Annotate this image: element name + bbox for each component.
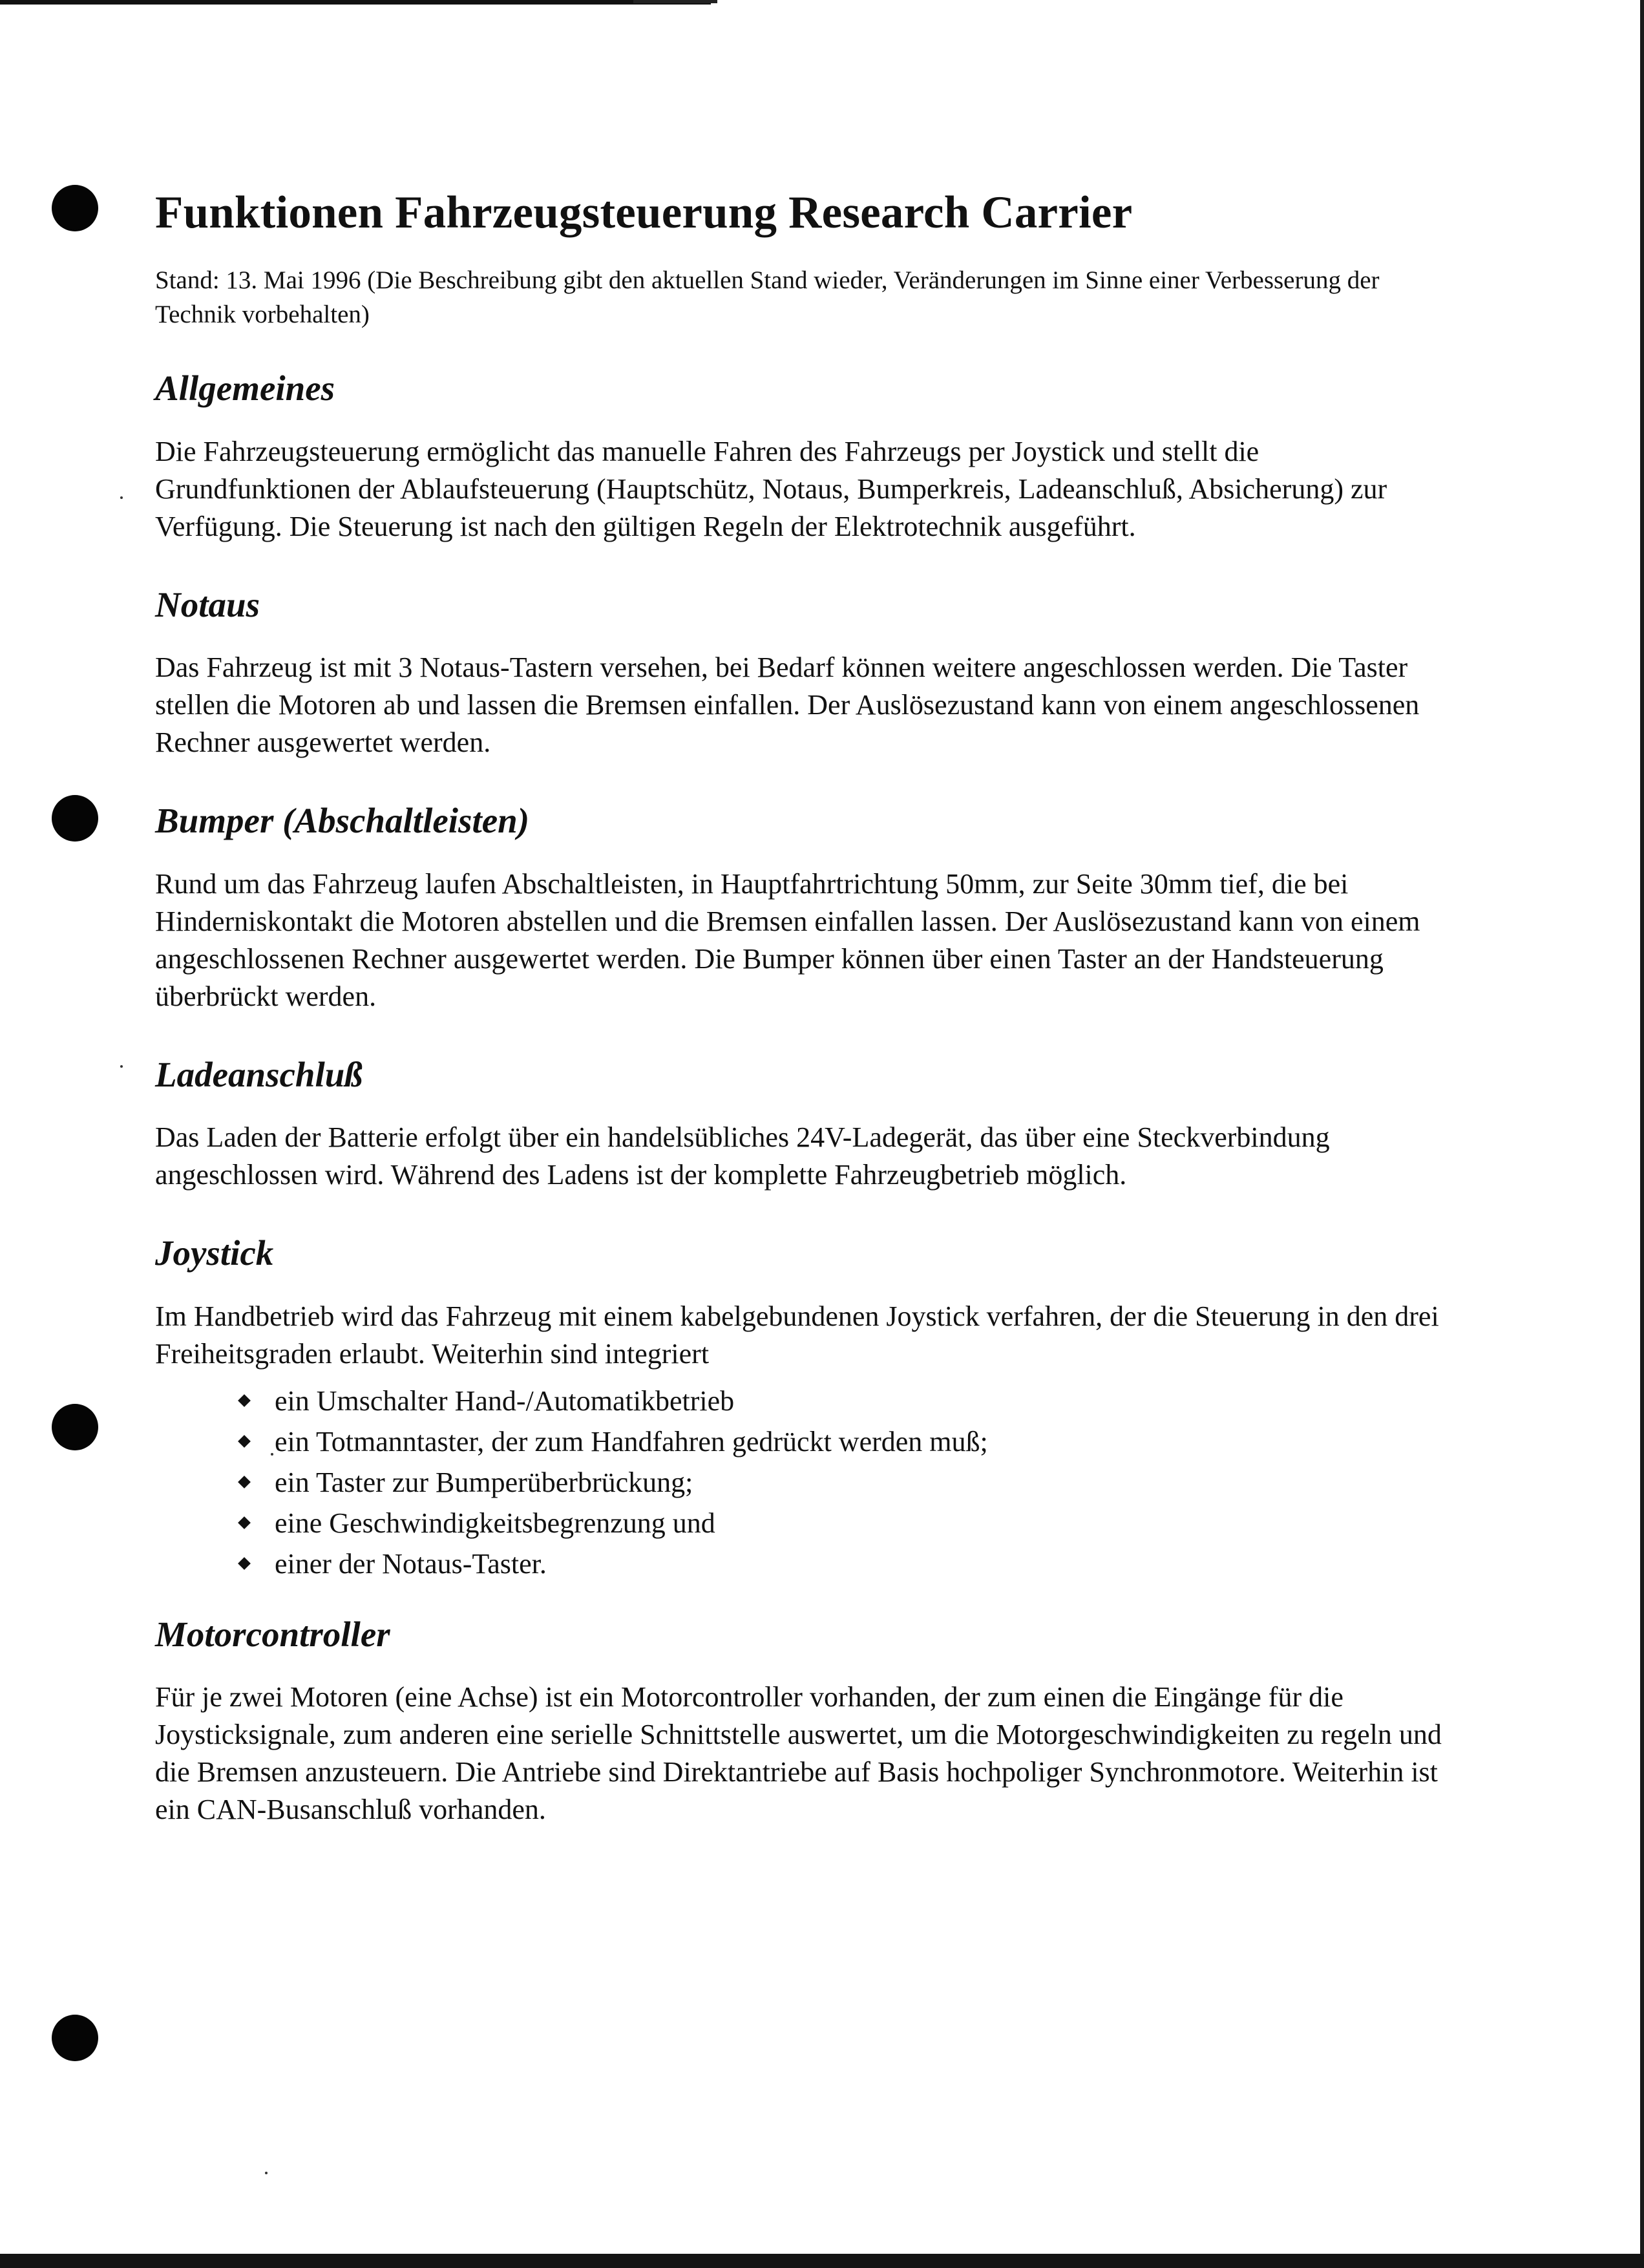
section-body: Das Fahrzeug ist mit 3 Notaus-Tastern versehen, bei Bedarf können weitere angeschlossen werden. Die Taster stellen die Motoren ab und lassen die Bremsen einfallen. Der Auslösezustand kann von einem angeschlossenen Rechner ausgewertet werden. <box>155 652 1420 759</box>
section-body: Im Handbetrieb wird das Fahrzeug mit einem kabelgebundenen Joystick verfahren, der die Steuerung in den drei Freiheitsgraden erlaubt. Weiterhin sind integriert <box>155 1300 1439 1370</box>
scan-speck <box>120 496 123 499</box>
list-item-text: ein Taster zur Bumperüberbrückung; <box>275 1466 693 1498</box>
section-allgemeines <box>155 369 1448 546</box>
document-title: Funktionen Fahrzeugsteuerung Research Carrier <box>155 187 1133 238</box>
bullet-list <box>155 1381 1448 1584</box>
section-body: Rund um das Fahrzeug laufen Abschaltleisten, in Hauptfahrtrichtung 50mm, zur Seite 30mm tief, die bei Hinderniskontakt die Motoren abstellen und die Bremsen einfallen lassen. Der Auslösezustand kann von einem angeschlossenen Rechner ausgewertet werden. Die Bumper können über einen Taster an der Handsteuerung überbrückt werden. <box>155 867 1420 1012</box>
list-item <box>236 1421 1448 1462</box>
section-bumper <box>155 801 1448 1015</box>
punch-hole <box>52 795 98 842</box>
list-item <box>236 1462 1448 1503</box>
section-joystick <box>155 1234 1448 1584</box>
diamond-bullet-icon <box>238 1516 251 1529</box>
section-heading: Allgemeines <box>155 368 335 408</box>
diamond-bullet-icon <box>238 1394 251 1407</box>
list-item <box>236 1543 1448 1584</box>
section-body: Die Fahrzeugsteuerung ermöglicht das manuelle Fahren des Fahrzeugs per Joystick und stellt die Grundfunktionen der Ablaufsteuerung (Hauptschütz, Notaus, Bumperkreis, Ladeanschluß, Absicherung) zur Verfügung. Die Steuerung ist nach den gültigen Regeln der Elektrotechnik ausgeführt. <box>155 435 1387 542</box>
section-body: Das Laden der Batterie erfolgt über ein handelsübliches 24V-Ladegerät, das über eine Steckverbindung angeschlossen wird. Während des Ladens ist der komplette Fahrzeugbetrieb möglich. <box>155 1121 1330 1191</box>
section-heading: Bumper (Abschaltleisten) <box>155 801 530 841</box>
list-item-text: eine Geschwindigkeitsbegrenzung und <box>275 1507 715 1539</box>
section-body: Für je zwei Motoren (eine Achse) ist ein Motorcontroller vorhanden, der zum einen die Eingänge für die Joysticksignale, zum anderen eine serielle Schnittstelle auswertet, um die Motorgeschwindigkeiten zu regeln und die Bremsen anzusteuern. Die Antriebe sind Direktantriebe auf Basis hochpoliger Synchronmotore. Weiterhin ist ein CAN-Busanschluß vorhanden. <box>155 1681 1442 1826</box>
list-item-text: einer der Notaus-Taster. <box>275 1547 547 1580</box>
scan-edge-top <box>0 0 711 5</box>
scan-edge-bottom <box>0 2254 1644 2268</box>
section-heading: Joystick <box>155 1233 274 1273</box>
diamond-bullet-icon <box>238 1435 251 1448</box>
section-motorcontroller <box>155 1615 1448 1829</box>
punch-hole <box>52 2015 98 2061</box>
scan-edge-top-mark <box>633 0 717 3</box>
scan-speck <box>265 2172 268 2174</box>
section-heading: Ladeanschluß <box>155 1054 363 1094</box>
punch-hole <box>52 1404 98 1450</box>
list-item-text: ein Umschalter Hand-/Automatikbetrieb <box>275 1384 735 1417</box>
section-heading: Notaus <box>155 584 260 624</box>
scan-speck <box>120 1065 123 1068</box>
scan-edge-right <box>1640 0 1644 2268</box>
section-notaus <box>155 586 1448 762</box>
list-item-text: ein Totmanntaster, der zum Handfahren gedrückt werden muß; <box>275 1425 988 1457</box>
section-heading: Motorcontroller <box>155 1614 390 1654</box>
document-page <box>155 187 1448 1869</box>
diamond-bullet-icon <box>238 1557 251 1570</box>
list-item <box>236 1503 1448 1543</box>
diamond-bullet-icon <box>238 1476 251 1489</box>
punch-hole <box>52 185 98 231</box>
document-stand-note: Stand: 13. Mai 1996 (Die Beschreibung gibt den aktuellen Stand wieder, Veränderungen im Sinne einer Verbesserung der Technik vorbehalten) <box>155 266 1380 328</box>
section-ladeanschluss <box>155 1055 1448 1194</box>
list-item <box>236 1381 1448 1421</box>
